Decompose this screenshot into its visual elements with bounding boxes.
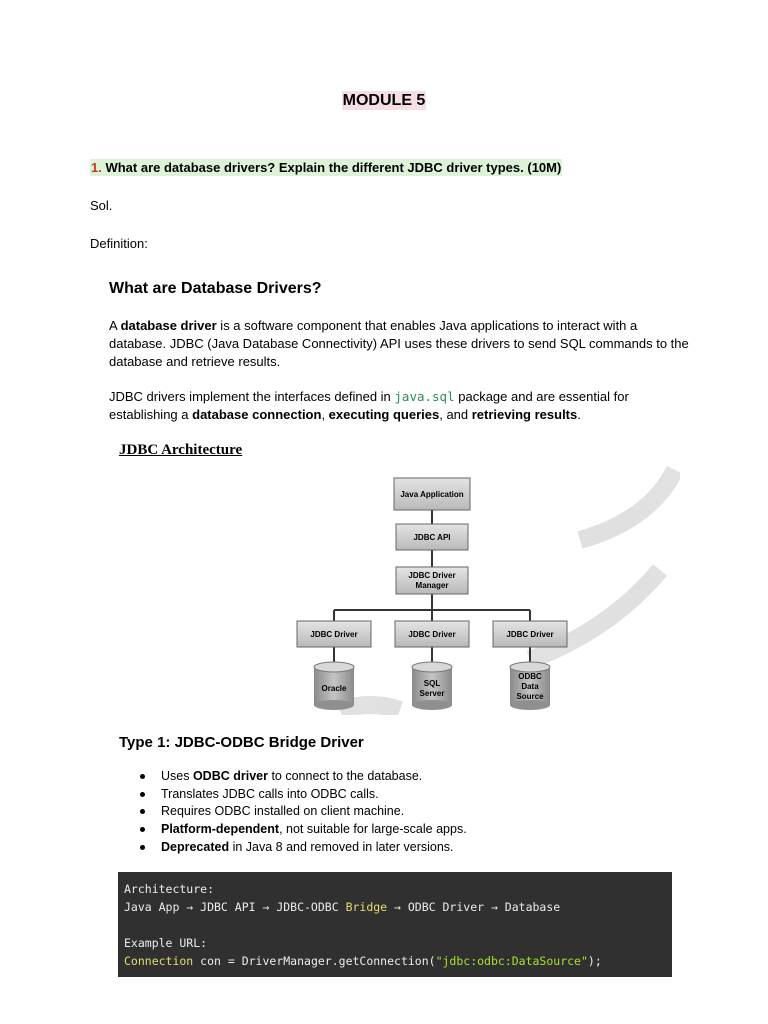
svg-text:JDBC Driver: JDBC Driver xyxy=(310,630,358,639)
jdbc-driver-box-1 xyxy=(297,621,371,647)
jdbc-driver-box-2 xyxy=(395,621,469,647)
watermark xyxy=(340,470,675,710)
sql-server-database-cylinder xyxy=(412,662,452,710)
question-text: What are database drivers? Explain the different JDBC driver types. (10M) xyxy=(101,160,562,175)
jdbc-architecture-diagram xyxy=(280,460,680,715)
code-line-blank xyxy=(124,916,666,934)
odbc-data-source-cylinder xyxy=(510,662,550,710)
svg-text:JDBC Driver: JDBC Driver xyxy=(408,630,456,639)
question-heading xyxy=(90,159,562,176)
svg-text:Manager: Manager xyxy=(415,581,449,590)
jdbc-api-box xyxy=(396,524,468,550)
module-title: MODULE 5 xyxy=(342,92,426,109)
type1-heading: Type 1: JDBC-ODBC Bridge Driver xyxy=(119,734,364,751)
architecture-heading: JDBC Architecture xyxy=(119,442,243,458)
svg-text:Data: Data xyxy=(521,682,539,691)
code-line: Java App → JDBC API → JDBC-ODBC Bridge → ODBC Driver → Database xyxy=(124,900,561,914)
drivers-paragraph: JDBC drivers implement the interfaces defined in java.sql package and are essential for establishing a database connection, executing queries, and retrieving results. xyxy=(109,389,629,422)
oracle-database-cylinder xyxy=(314,662,354,710)
list-item: Requires ODBC installed on client machine. xyxy=(140,803,467,821)
svg-text:Source: Source xyxy=(516,692,544,701)
svg-text:Server: Server xyxy=(419,689,445,698)
definition-label: Definition: xyxy=(90,236,148,251)
svg-text:JDBC Driver: JDBC Driver xyxy=(506,630,554,639)
svg-text:ODBC: ODBC xyxy=(518,672,542,681)
svg-text:JDBC API: JDBC API xyxy=(413,533,451,542)
java-application-box xyxy=(394,478,470,510)
question-number: 1. xyxy=(91,160,102,175)
list-item: Platform-dependent, not suitable for large-scale apps. xyxy=(140,821,467,839)
section-heading: What are Database Drivers? xyxy=(109,280,322,297)
svg-text:Java Application: Java Application xyxy=(400,490,464,499)
definition-paragraph: A database driver is a software component that enables Java applications to interact with a database. JDBC (Java Database Connectivity) API uses these drivers to send SQL commands to the database and retrieve results. xyxy=(109,318,689,369)
sol-label: Sol. xyxy=(90,198,113,213)
code-line: Example URL: xyxy=(124,936,208,950)
inline-code: java.sql xyxy=(394,389,455,404)
list-item: Uses ODBC driver to connect to the database. xyxy=(140,768,467,786)
svg-text:JDBC Driver: JDBC Driver xyxy=(408,571,456,580)
code-block xyxy=(118,872,672,977)
svg-text:SQL: SQL xyxy=(423,679,441,688)
list-item: Deprecated in Java 8 and removed in later versions. xyxy=(140,839,467,857)
type1-bullet-list xyxy=(140,768,467,856)
list-item: Translates JDBC calls into ODBC calls. xyxy=(140,786,467,804)
code-line: Architecture: xyxy=(124,882,215,896)
jdbc-driver-box-3 xyxy=(493,621,567,647)
code-line: Connection con = DriverManager.getConnection("jdbc:odbc:DataSource"); xyxy=(124,954,602,968)
svg-text:Oracle: Oracle xyxy=(321,684,347,693)
jdbc-driver-manager-box xyxy=(396,567,468,594)
